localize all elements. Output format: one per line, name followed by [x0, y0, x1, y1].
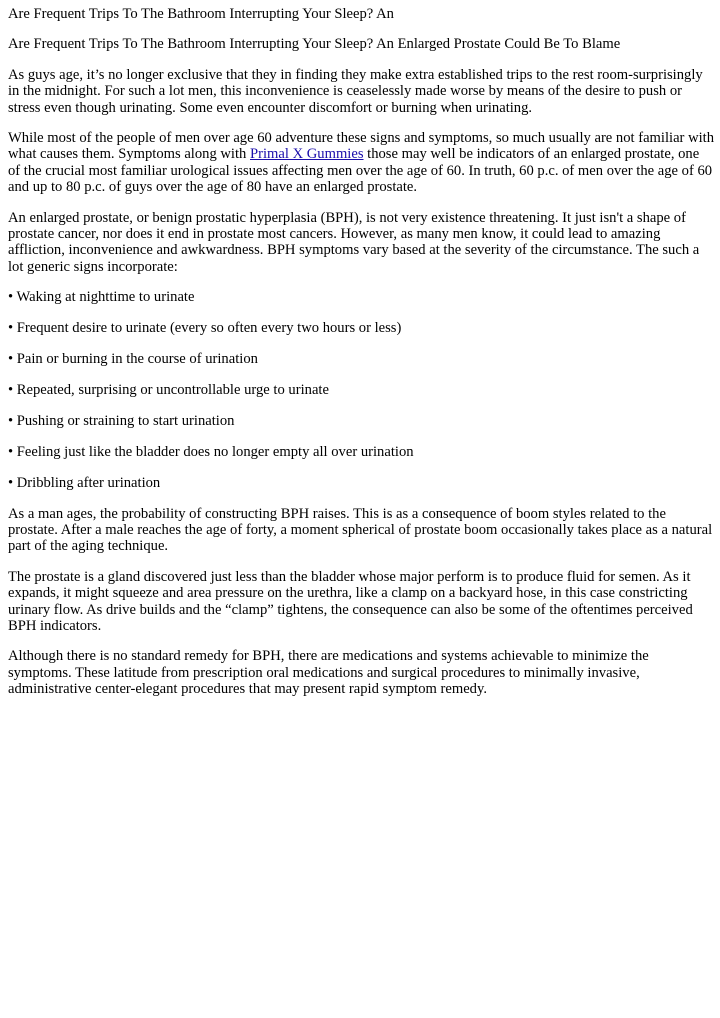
paragraph-bph-definition: An enlarged prostate, or benign prostatic hyperplasia (BPH), is not very existence threatening. It just isn't a shape of prostate cancer, nor does it end in prostate most cancers. However, as many men know, it could lead to amazing affliction, inconvenience and awkwardness. BPH symptoms vary based at the severity of the circumstance. The such a lot generic signs incorporate:: [8, 209, 700, 275]
primal-x-gummies-link[interactable]: Primal X Gummies: [250, 146, 364, 163]
paragraph-treatment: Although there is no standard remedy for BPH, there are medications and systems achievable to minimize the symptoms. These latitude from prescription oral medications and surgical procedures to minimally invasive, administrative center-elegant procedures that may present rapid symptom remedy.: [8, 648, 649, 698]
symptom-list-item: • Pain or burning in the course of urination: [8, 351, 258, 368]
paragraph-prostate-gland: The prostate is a gland discovered just less than the bladder whose major perform is to produce fluid for semen. As it expands, it might squeeze and area pressure on the urethra, like a clamp on a backyard hose, in this case constricting urinary flow. As drive builds and the “clamp” tightens, the consequence can also be some of the oftentimes perceived BPH indicators.: [8, 568, 693, 635]
page-title: Are Frequent Trips To The Bathroom Interrupting Your Sleep? An: [8, 6, 394, 22]
article-heading: Are Frequent Trips To The Bathroom Interrupting Your Sleep? An Enlarged Prostate Could Be To Blame: [8, 36, 621, 53]
paragraph-aging: As a man ages, the probability of constructing BPH raises. This is as a consequence of boom styles related to the prostate. After a male reaches the age of forty, a moment spherical of prostate boom occasionally takes place as a natural part of the aging technique.: [8, 505, 713, 555]
symptom-list-item: • Pushing or straining to start urination: [8, 412, 235, 429]
paragraph-intro: As guys age, it’s no longer exclusive that they in finding they make extra established trips to the rest room-surprisingly in the midnight. For such a lot men, this inconvenience is ceaselessly made worse by means of the desire to push or stress even though urinating. Some even encounter discomfort or burning when urinating.: [8, 66, 703, 116]
symptom-list-item: • Frequent desire to urinate (every so often every two hours or less): [8, 320, 402, 337]
symptom-list-item: • Feeling just like the bladder does no longer empty all over urination: [8, 443, 414, 460]
symptom-list-item: • Waking at nighttime to urinate: [8, 289, 195, 306]
paragraph-causes-text-before: While most of the people of men over age 60 adventure these signs and symptoms, so much usually are not familiar with what causes them. Symptoms along with: [8, 130, 715, 163]
symptom-list-item: • Repeated, surprising or uncontrollable urge to urinate: [8, 382, 329, 398]
paragraph-causes: [8, 130, 714, 196]
paragraph-causes-text-after: those may well be indicators of an enlarged prostate, one of the crucial most familiar urological issues affecting men over the age of 60. In truth, 60 p.c. of men over the age of 60 and up to 80 p.c. of guys over the age of 80 have an enlarged prostate.: [8, 146, 713, 196]
symptom-list-item: • Dribbling after urination: [8, 474, 161, 491]
